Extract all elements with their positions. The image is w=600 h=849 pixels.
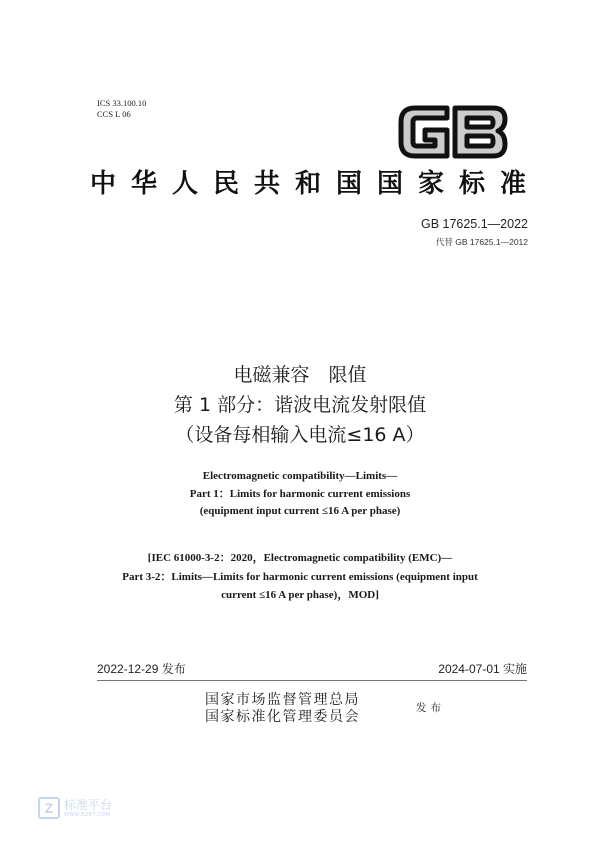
title-cn-line3: （设备每相输入电流≤16 A）	[175, 424, 425, 446]
title-cn-line2: 第 1 部分：谐波电流发射限值	[173, 394, 427, 416]
iec-line2: Part 3-2：Limits—Limits for harmonic current emissions (equipment input	[122, 570, 478, 583]
title-cn-line1: 电磁兼容 限值	[233, 364, 367, 386]
national-standard-title: 中华人民共和国国家标准	[90, 169, 530, 199]
title-en-line2: Part 1：Limits for harmonic current emissions	[189, 487, 411, 500]
watermark	[38, 797, 112, 819]
issue-date: 2022-12-29 发布	[97, 662, 186, 676]
issuing-authorities	[205, 692, 360, 726]
iec-line3: current ≤16 A per phase)，MOD]	[221, 589, 379, 601]
watermark-url: WWW.BZPT.COM	[64, 811, 111, 818]
bzpt-logo-icon: Z	[38, 797, 60, 819]
replaces-standard: 代替 GB 17625.1—2012	[435, 237, 528, 247]
title-en-line1: Electromagnetic compatibility—Limits—	[202, 470, 398, 482]
iec-line1: [IEC 61000-3-2：2020，Electromagnetic compatibility (EMC)—	[147, 552, 453, 564]
standard-number: GB 17625.1—2022	[420, 217, 528, 231]
classification-codes	[97, 98, 146, 120]
watermark-name: 标准平台	[64, 797, 113, 812]
ccs-code: CCS L 06	[97, 109, 131, 119]
issuer-samr: 国家市场监督管理总局	[205, 692, 360, 708]
gb-logo-icon	[397, 102, 509, 162]
title-en-line3: (equipment input current ≤16 A per phase)	[199, 505, 401, 517]
issue-action: 发布	[416, 702, 445, 714]
dates-row	[97, 660, 527, 677]
implementation-date: 2024-07-01 实施	[438, 662, 527, 676]
issuer-sac: 国家标准化管理委员会	[205, 709, 360, 725]
title-en	[0, 468, 600, 521]
ics-code: ICS 33.100.10	[97, 98, 147, 108]
divider-line	[97, 680, 527, 681]
iec-reference	[0, 549, 600, 605]
